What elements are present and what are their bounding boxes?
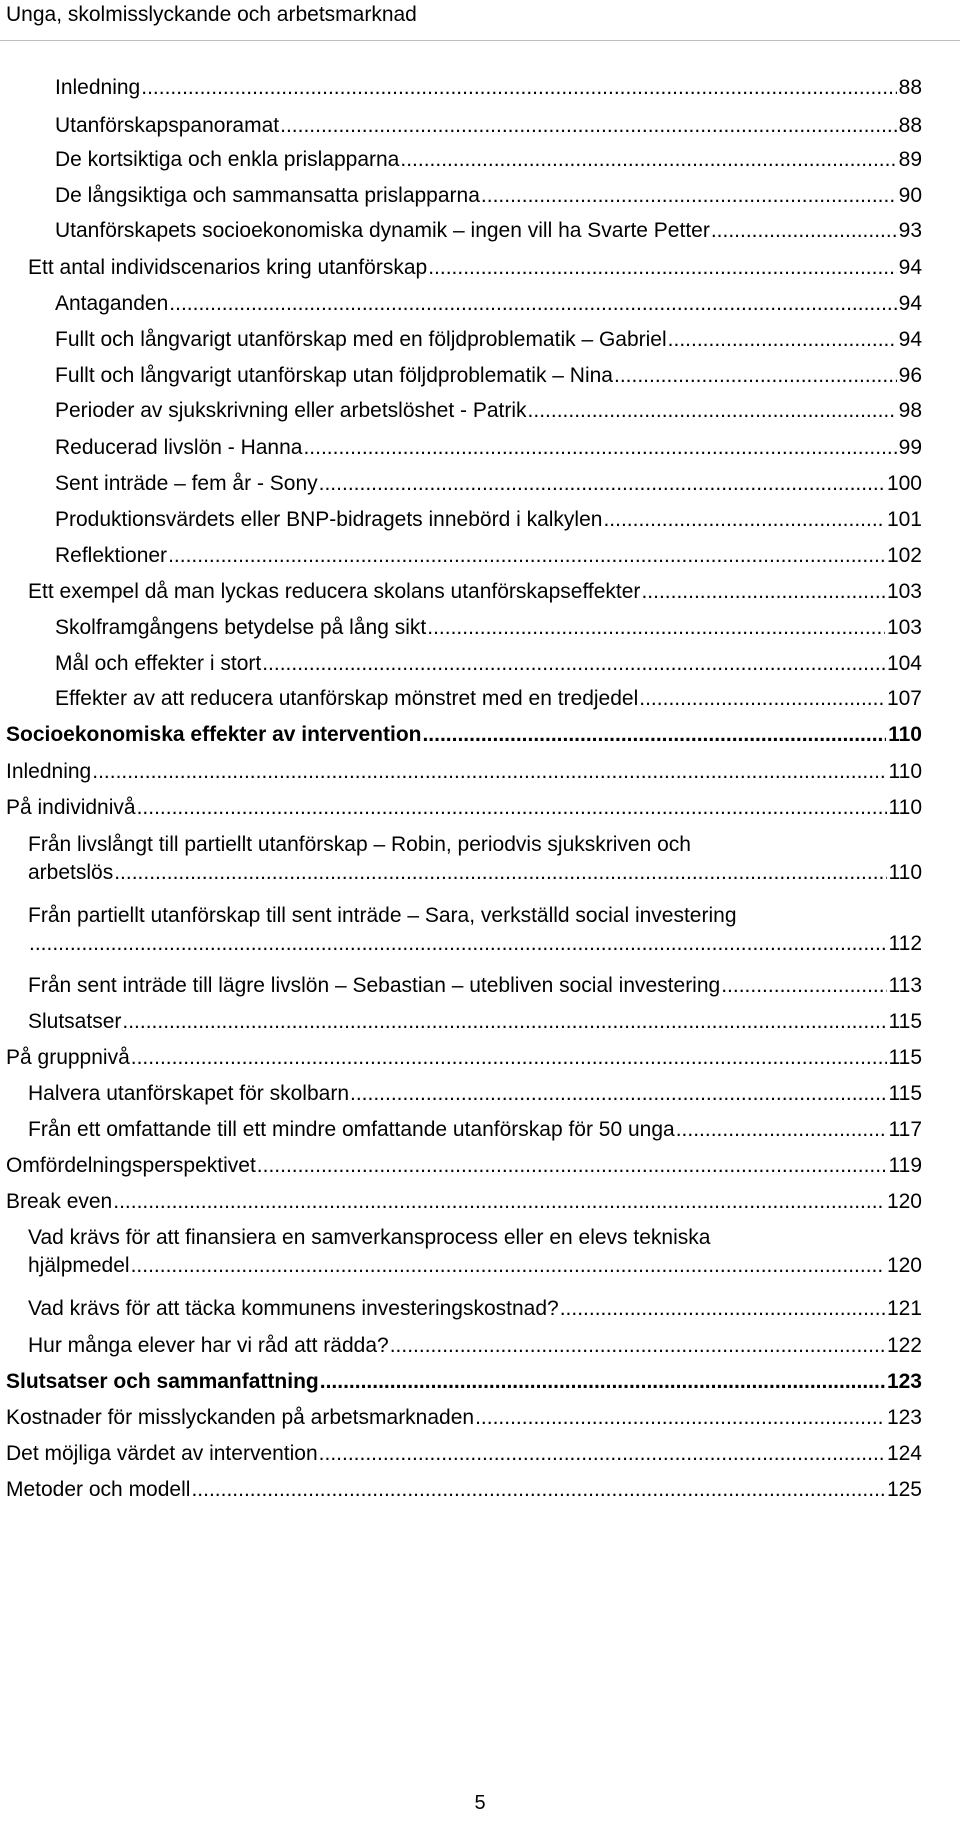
toc-entry-label: Sent inträde – fem år - Sony — [55, 472, 318, 495]
toc-entry-page: 98 — [898, 399, 922, 422]
toc-entry-label: Det möjliga värdet av intervention — [6, 1442, 318, 1465]
toc-leader-dots — [319, 1441, 885, 1467]
toc-entry[interactable] — [6, 795, 922, 821]
toc-leader-dots — [141, 75, 896, 101]
toc-entry-page: 99 — [898, 436, 922, 459]
toc-entry-page: 94 — [898, 328, 922, 351]
toc-entry[interactable] — [55, 291, 922, 317]
toc-entry-label: Perioder av sjukskrivning eller arbetslöshet - Patrik — [55, 399, 527, 422]
toc-entry-page: 94 — [898, 292, 922, 315]
toc-entry-label: Hur många elever har vi råd att rädda? — [28, 1334, 389, 1357]
toc-leader-dots — [257, 1153, 887, 1179]
toc-leader-dots — [668, 327, 897, 353]
toc-entry[interactable] — [6, 1477, 922, 1503]
toc-entry-chapter[interactable] — [6, 1369, 922, 1395]
toc-entry-page: 123 — [886, 1406, 922, 1429]
toc-entry[interactable] — [28, 903, 922, 957]
toc-leader-dots — [280, 113, 897, 139]
toc-entry[interactable] — [6, 759, 922, 785]
toc-entry[interactable] — [6, 1045, 922, 1071]
toc-entry[interactable] — [28, 1009, 922, 1035]
toc-leader-dots — [400, 147, 896, 173]
toc-entry-label: De långsiktiga och sammansatta prislapparna — [55, 184, 480, 207]
toc-entry-label: Produktionsvärdets eller BNP-bidragets innebörd i kalkylen — [55, 508, 603, 531]
toc-leader-dots — [320, 1369, 885, 1395]
toc-entry-page: 121 — [886, 1297, 922, 1320]
toc-entry-label: Fullt och långvarigt utanförskap utan följdproblematik – Nina — [55, 364, 613, 387]
toc-entry-page: 110 — [888, 861, 922, 884]
toc-entry-page: 120 — [886, 1190, 922, 1213]
page-number: 5 — [474, 1792, 486, 1814]
toc-entry-page: 102 — [886, 544, 922, 567]
toc-entry-label: Socioekonomiska effekter av intervention — [6, 723, 422, 746]
toc-entry-page: 104 — [886, 652, 922, 675]
toc-entry-page: 90 — [898, 184, 922, 207]
toc-entry-page: 115 — [888, 1010, 922, 1033]
toc-entry-line2 — [28, 1253, 922, 1279]
toc-leader-dots — [114, 860, 886, 886]
toc-leader-dots — [29, 931, 887, 957]
toc-entry-label: Inledning — [55, 76, 141, 99]
toc-entry-page: 113 — [888, 974, 922, 997]
toc-entry-label-line1: Från partiellt utanförskap till sent inträde – Sara, verkställd social investering — [28, 904, 737, 927]
toc-entry-page: 88 — [898, 76, 922, 99]
toc-entry[interactable] — [6, 1441, 922, 1467]
toc-leader-dots — [131, 1253, 885, 1279]
toc-entry-label: Vad krävs för att täcka kommunens investeringskostnad? — [28, 1297, 559, 1320]
toc-entry-label: På individnivå — [6, 796, 136, 819]
toc-entry-label: Fullt och långvarigt utanförskap med en följdproblematik – Gabriel — [55, 328, 667, 351]
toc-entry[interactable] — [28, 579, 922, 605]
toc-entry-label: Effekter av att reducera utanförskap mönstret med en tredjedel — [55, 687, 639, 710]
toc-leader-dots — [676, 1117, 887, 1143]
toc-entry[interactable] — [28, 1117, 922, 1143]
toc-leader-dots — [641, 579, 885, 605]
toc-entry[interactable] — [28, 973, 922, 999]
toc-entry-label: Reflektioner — [55, 544, 168, 567]
toc-entry-label: Från ett omfattande till ett mindre omfattande utanförskap för 50 unga — [28, 1118, 675, 1141]
toc-entry-label: Inledning — [6, 760, 92, 783]
toc-entry-page: 103 — [886, 616, 922, 639]
toc-entry-page: 93 — [898, 219, 922, 242]
toc-leader-dots — [303, 435, 896, 461]
toc-entry[interactable] — [55, 615, 922, 641]
toc-leader-dots — [131, 1045, 887, 1071]
toc-entry-page: 101 — [886, 508, 922, 531]
toc-leader-dots — [614, 363, 897, 389]
toc-entry-page: 107 — [886, 687, 922, 710]
toc-entry-label: Utanförskapets socioekonomiska dynamik – ingen vill ha Svarte Petter — [55, 219, 710, 242]
toc-entry-label: Från sent inträde till lägre livslön – Sebastian – utebliven social investering — [28, 974, 721, 997]
toc-entry-page: 112 — [888, 932, 922, 955]
toc-leader-dots — [560, 1296, 885, 1322]
toc-leader-dots — [475, 1405, 885, 1431]
toc-entry-label: Kostnader för misslyckanden på arbetsmarknaden — [6, 1406, 475, 1429]
toc-entry-page: 115 — [888, 1046, 922, 1069]
toc-leader-dots — [390, 1333, 885, 1359]
toc-entry-page: 115 — [888, 1082, 922, 1105]
toc-entry-page: 94 — [898, 256, 922, 279]
toc-leader-dots — [191, 1477, 885, 1503]
toc-leader-dots — [168, 543, 885, 569]
toc-entry-label: Reducerad livslön - Hanna — [55, 436, 303, 459]
toc-entry-label: Omfördelningsperspektivet — [6, 1154, 256, 1177]
toc-entry-page: 88 — [898, 114, 922, 137]
toc-entry[interactable] — [55, 543, 922, 569]
toc-entry-label: Slutsatser — [28, 1010, 122, 1033]
toc-entry[interactable] — [55, 471, 922, 497]
toc-leader-dots — [350, 1081, 887, 1107]
toc-entry[interactable] — [28, 832, 922, 886]
toc-entry[interactable] — [28, 1225, 922, 1279]
toc-entry[interactable] — [55, 218, 922, 244]
toc-leader-dots — [721, 973, 886, 999]
toc-entry-page: 119 — [888, 1154, 922, 1177]
toc-entry[interactable] — [55, 398, 922, 424]
toc-entry-page: 122 — [886, 1334, 922, 1357]
toc-leader-dots — [319, 471, 885, 497]
toc-entry-label-line1: Från livslångt till partiellt utanförskap – Robin, periodvis sjukskriven och — [28, 833, 691, 856]
toc-entry-page: 96 — [898, 364, 922, 387]
toc-entry-label: Mål och effekter i stort — [55, 652, 262, 675]
toc-entry-line2 — [28, 931, 922, 957]
toc-entry[interactable] — [6, 1189, 922, 1215]
toc-entry-page: 103 — [886, 580, 922, 603]
toc-entry-page: 110 — [888, 796, 922, 819]
toc-entry-page: 100 — [886, 472, 922, 495]
toc-leader-dots — [262, 651, 885, 677]
toc-entry-label-line1: Vad krävs för att finansiera en samverkansprocess eller en elevs tekniska — [28, 1226, 711, 1249]
toc-entry[interactable] — [55, 327, 922, 353]
toc-entry-label: Metoder och modell — [6, 1478, 191, 1501]
toc-leader-dots — [113, 1189, 885, 1215]
toc-leader-dots — [711, 218, 897, 244]
toc-entry[interactable] — [28, 1081, 922, 1107]
toc-entry[interactable] — [6, 1153, 922, 1179]
toc-leader-dots — [481, 183, 897, 209]
header-rule — [0, 40, 960, 41]
toc-entry-page: 117 — [888, 1118, 922, 1141]
toc-leader-dots — [428, 255, 896, 281]
toc-entry-label: De kortsiktiga och enkla prislapparna — [55, 148, 400, 171]
toc-entry[interactable] — [55, 75, 922, 101]
toc-entry[interactable] — [28, 255, 922, 281]
toc-entry[interactable] — [55, 363, 922, 389]
toc-leader-dots — [528, 398, 897, 424]
toc-entry-label: hjälpmedel — [28, 1254, 130, 1277]
toc-entry-label: Ett antal individscenarios kring utanförskap — [28, 256, 428, 279]
toc-leader-dots — [137, 795, 887, 821]
toc-entry[interactable] — [28, 1296, 922, 1322]
toc-entry-page: 123 — [886, 1370, 922, 1393]
toc-entry-label: Slutsatser och sammanfattning — [6, 1370, 319, 1393]
toc-entry-label: Skolframgångens betydelse på lång sikt — [55, 616, 427, 639]
toc-entry[interactable] — [55, 147, 922, 173]
toc-entry-chapter[interactable] — [6, 722, 922, 748]
toc-leader-dots — [427, 615, 885, 641]
toc-entry[interactable] — [55, 507, 922, 533]
toc-entry-page: 120 — [886, 1254, 922, 1277]
toc-entry-page: 124 — [886, 1442, 922, 1465]
toc-entry-label: Break even — [6, 1190, 113, 1213]
toc-leader-dots — [122, 1009, 886, 1035]
toc-entry[interactable] — [28, 1333, 922, 1359]
toc-entry[interactable] — [55, 183, 922, 209]
toc-entry-page: 125 — [886, 1478, 922, 1501]
toc-entry-page: 89 — [898, 148, 922, 171]
toc-entry[interactable] — [55, 435, 922, 461]
toc-entry-label: arbetslös — [28, 861, 114, 884]
toc-entry[interactable] — [55, 686, 922, 712]
toc-entry[interactable] — [6, 1405, 922, 1431]
toc-leader-dots — [639, 686, 885, 712]
toc-leader-dots — [169, 291, 896, 317]
toc-leader-dots — [422, 722, 886, 748]
toc-entry-label: Utanförskapspanoramat — [55, 114, 280, 137]
toc-entry-label: Antaganden — [55, 292, 169, 315]
toc-leader-dots — [92, 759, 886, 785]
toc-entry-label: Halvera utanförskapet för skolbarn — [28, 1082, 349, 1105]
toc-entry-page: 110 — [888, 760, 922, 783]
running-header: Unga, skolmisslyckande och arbetsmarknad — [6, 3, 417, 26]
toc-entry[interactable] — [55, 651, 922, 677]
toc-leader-dots — [603, 507, 885, 533]
toc-entry-page: 110 — [888, 723, 922, 746]
toc-entry[interactable] — [55, 113, 922, 139]
toc-entry-label: På gruppnivå — [6, 1046, 130, 1069]
toc-entry-line2 — [28, 860, 922, 886]
toc-entry-label: Ett exempel då man lyckas reducera skolans utanförskapseffekter — [28, 580, 641, 603]
